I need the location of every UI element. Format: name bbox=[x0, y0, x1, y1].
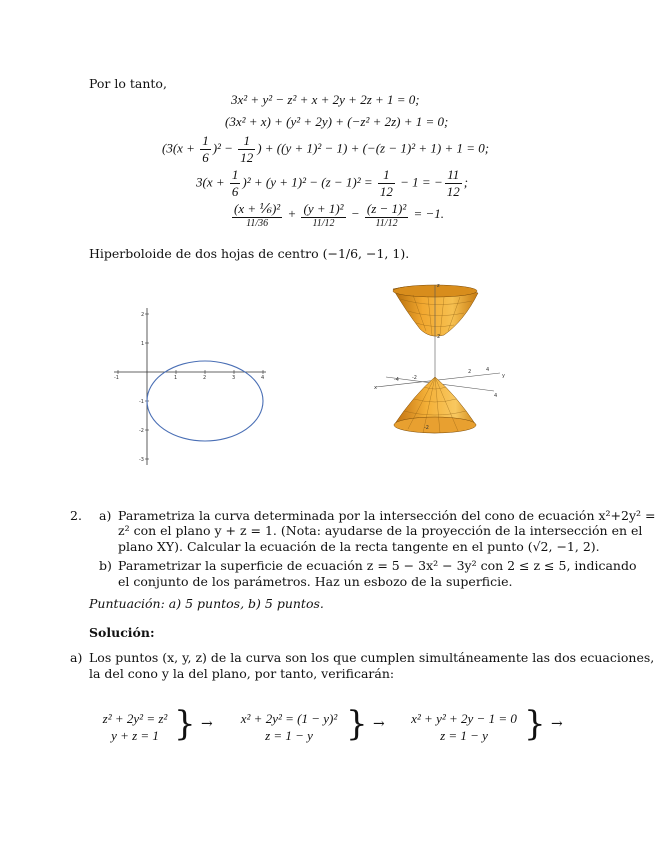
system-2-brace: } bbox=[346, 704, 368, 744]
system-1-brace: } bbox=[174, 704, 196, 744]
system-3 bbox=[404, 710, 524, 744]
problem-a-line2: z² con el plano y + z = 1. (Nota: ayudarse de la proyección de la intersección en el bbox=[118, 523, 643, 538]
x-tick-label: 4 bbox=[261, 375, 265, 381]
arrow-3: → bbox=[551, 716, 563, 732]
frac-one-sixth-b: $\frac{1}{6}$ bbox=[231, 167, 239, 199]
plot-label: 4 bbox=[486, 367, 490, 373]
frac-one-twelfth-b: $\frac{1}{12}$ bbox=[379, 167, 393, 199]
hyperboloid-text: Hiperboloide de dos hojas de centro (−1/6, −1, 1). bbox=[89, 246, 410, 261]
solution-a-line2: la del cono y la del plano, por tanto, verificarán: bbox=[89, 666, 395, 681]
y-tick-label: -3 bbox=[139, 457, 144, 463]
plot-label: -4 bbox=[394, 377, 399, 383]
ellipse-plot bbox=[110, 300, 270, 470]
equation-2: (3x² + x) + (y² + 2y) + (−z² + 2z) + 1 = 0; bbox=[225, 114, 449, 129]
solution-a-line1: Los puntos (x, y, z) de la curva son los que cumplen simultáneamente las dos ecuaciones, bbox=[89, 650, 655, 665]
y-tick-label: -1 bbox=[139, 399, 144, 405]
solution-title: Solución: bbox=[89, 625, 155, 640]
eq5-frac-3: $\frac{\text{(z − 1)²}}{11/12}$ bbox=[366, 201, 407, 229]
frac-one-sixth: $\frac{1}{6}$ bbox=[202, 133, 209, 165]
eq5-frac-2: $\frac{\text{(y + 1)²}}{11/12}$ bbox=[303, 201, 344, 229]
eq4-part-a: 3(x + bbox=[196, 174, 228, 190]
frac-eleven-twelfths: $\frac{11}{12}$ bbox=[446, 167, 460, 199]
problem-a-line1: Parametriza la curva determinada por la intersección del cono de ecuación x²+2y² = bbox=[118, 508, 655, 523]
y-tick-label: 2 bbox=[141, 312, 145, 318]
frac-one-twelfth: $\frac{1}{12}$ bbox=[240, 133, 254, 165]
system-1-line1: z² + 2y² = z² bbox=[102, 711, 168, 726]
system-3-brace: } bbox=[524, 704, 546, 744]
arrow-1: → bbox=[201, 716, 213, 732]
equation-4 bbox=[196, 167, 468, 200]
x-tick-label: 3 bbox=[232, 375, 236, 381]
lower-rim bbox=[394, 417, 476, 433]
system-3-line1: x² + y² + 2y − 1 = 0 bbox=[411, 711, 517, 726]
eq5-frac-1: $\frac{\text{(x + ⅙)²}}{11/36}$ bbox=[234, 201, 281, 229]
y-tick-label: 1 bbox=[141, 341, 145, 347]
eq3-part-a: (3(x + bbox=[162, 140, 199, 156]
eq3-part-c: ) + ((y + 1)² − 1) + (−(z − 1)² + 1) + 1 = 0; bbox=[257, 140, 490, 156]
eq4-part-c: − 1 = − bbox=[396, 174, 443, 190]
eq3-part-b: )² − bbox=[212, 140, 237, 156]
system-3-line2: z = 1 − y bbox=[440, 728, 488, 743]
system-2 bbox=[230, 710, 348, 744]
x-tick-label: -1 bbox=[114, 375, 119, 381]
problem-a-label: a) bbox=[99, 508, 112, 523]
system-1 bbox=[92, 710, 178, 744]
plot-label: 2 bbox=[468, 369, 472, 375]
eq4-part-b: )² + (y + 1)² − (z − 1)² = bbox=[242, 174, 376, 190]
equation-5: $\frac{\text{(x + ⅙)²}}{11/36}$ + $\frac{\text{(y + 1)²}}{11/12}$ − $\frac{\text{(z − 1)²}}{11/12}$ = −1. bbox=[234, 201, 445, 229]
plot-label: x bbox=[374, 385, 377, 391]
problem-b-line1: Parametrizar la superficie de ecuación z = 5 − 3x² − 3y² con 2 ≤ z ≤ 5, indicando bbox=[118, 558, 637, 573]
plot-label: -2 bbox=[424, 425, 429, 431]
problem-number: 2. bbox=[70, 508, 82, 523]
plot-label: -2 bbox=[412, 375, 417, 381]
plot-label: 4 bbox=[494, 393, 498, 399]
problem-b-line2: el conjunto de los parámetros. Haz un esbozo de la superficie. bbox=[118, 574, 513, 589]
problem-b-label: b) bbox=[99, 558, 112, 573]
eq5-end: = −1. bbox=[413, 205, 445, 221]
solution-a-label: a) bbox=[70, 650, 83, 665]
eq4-part-d: ; bbox=[463, 174, 469, 190]
problem-a-line3: plano XY). Calcular la ecuación de la recta tangente en el punto (√2, −1, 2). bbox=[118, 539, 600, 554]
plot-label: 2 bbox=[437, 334, 441, 340]
hyperboloid-plot bbox=[368, 283, 516, 443]
y-tick-label: -2 bbox=[139, 428, 144, 434]
plot-label: z bbox=[437, 283, 440, 289]
equation-3 bbox=[162, 133, 489, 166]
x-tick-label: 2 bbox=[203, 375, 207, 381]
intro-text: Por lo tanto, bbox=[89, 76, 167, 91]
plot-label: y bbox=[502, 373, 505, 379]
system-2-line2: z = 1 − y bbox=[265, 728, 313, 743]
system-2-line1: x² + 2y² = (1 − y)² bbox=[240, 711, 338, 726]
equation-1: 3x² + y² − z² + x + 2y + 2z + 1 = 0; bbox=[231, 92, 420, 107]
arrow-2: → bbox=[373, 716, 385, 732]
problem-score: Puntuación: a) 5 puntos, b) 5 puntos. bbox=[89, 596, 324, 611]
system-1-line2: y + z = 1 bbox=[111, 728, 159, 743]
x-tick-label: 1 bbox=[174, 375, 178, 381]
